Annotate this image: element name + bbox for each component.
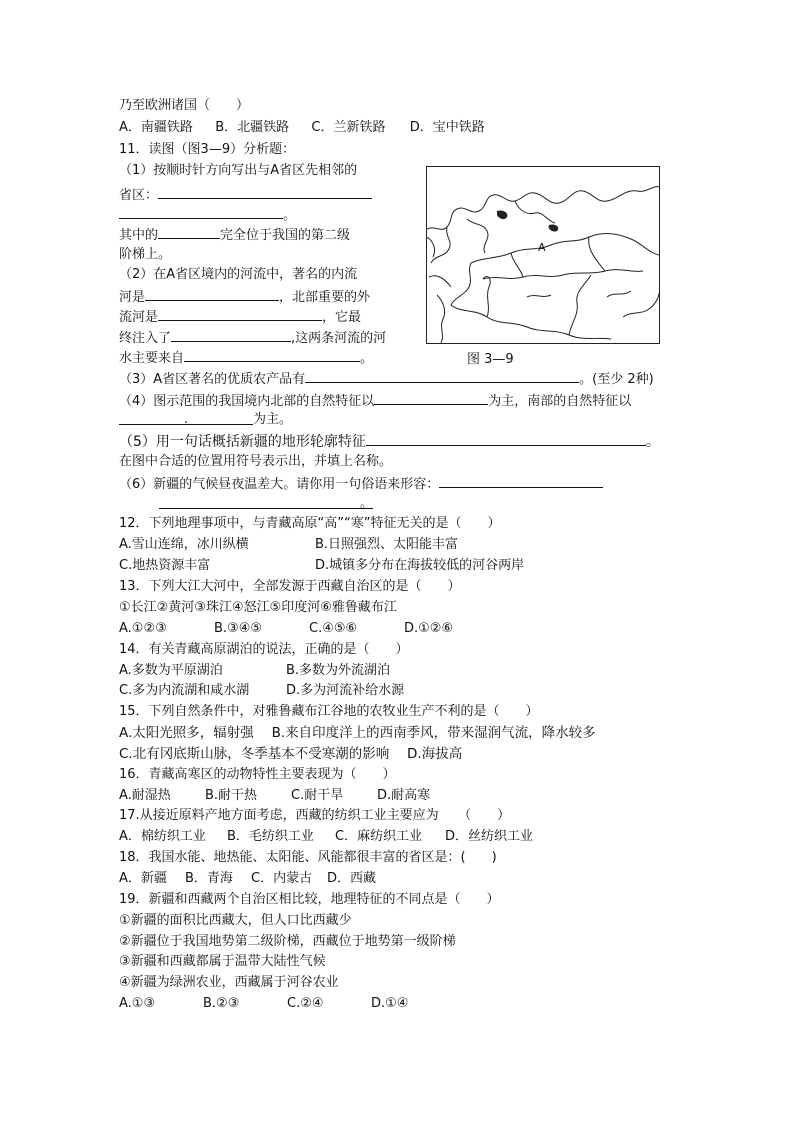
q10-option-b: B．北疆铁路 [215,120,290,135]
q14-option-b: B.多数为外流湖泊 [286,663,391,678]
q11-intro: 11．读图（图3—9）分析题： [119,142,296,157]
q19-option-b: B.②③ [203,996,240,1011]
q10-options [119,118,485,138]
q11-p2c [119,306,361,328]
q19-option-d: D.①④ [371,996,409,1011]
q11-p2e [119,347,373,369]
q17-option-c: C．麻纺织工业 [335,829,423,844]
q19-stem: 19．新疆和西藏两个自治区相比较，地理特征的不同点是（ ） [119,892,500,907]
q10-option-c: C．兰新铁路 [311,120,386,135]
q11-p1b-text: 省区： [119,188,159,203]
blank-water-source[interactable] [184,347,360,362]
q18-option-d: D．西藏 [327,871,377,886]
q10-option-a: A．南疆铁路 [119,120,193,135]
q19-statement-4: ④新疆为绿洲农业，西藏属于河谷农业 [119,975,339,990]
blank-ocean[interactable] [171,327,291,342]
q11-p5-pre: （5）用一句话概括新疆的地形轮廓特征 [119,434,366,450]
q19-statement-3: ③新疆和西藏都属于温带大陆性气候 [119,954,326,969]
q17-stem: 17.从接近原料产地方面考虑，西藏的纺织工业主要应为 （ ） [119,808,511,823]
q12-row2 [119,556,524,576]
blank-second-step[interactable] [158,224,220,239]
q11-p3-pre: （3）A省区著名的优质农产品有 [119,372,306,387]
q11-p6-text: （6）新疆的气候昼夜温差大。请你用一句俗语来形容： [119,477,440,492]
blank-saying-2[interactable] [159,494,373,509]
q12-option-c: C.地热资源丰富 [119,558,211,573]
q18-stem: 18．我国水能、地热能、太阳能、风能都很丰富的省区是：( ) [119,850,497,865]
map-caption: 图 3—9 [467,352,514,367]
q11-p6-end: 。 [359,496,373,511]
q11-p2b-pre: 河是 [119,290,146,305]
q11-p5b: 在图中合适的位置用符号表示出，并填上名称。 [119,454,393,469]
blank-neighbors-1[interactable] [158,184,372,199]
q11-p1e: 阶梯上。 [119,247,172,262]
blank-terrain-outline[interactable] [366,431,646,446]
q19-options [119,994,408,1014]
q13-option-a: A.①②③ [119,621,167,636]
q11-p3 [119,368,654,390]
q11-p5 [119,431,660,452]
q11-p1b [119,184,372,206]
q11-p2a: （2）在A省区境内的河流中，著名的内流 [119,267,358,282]
q17-option-a: A．棉纺织工业 [119,829,206,844]
q18-option-b: B．青海 [185,871,233,886]
q18-option-c: C．内蒙古 [251,871,313,886]
q11-p2c-post: ，它最 [322,310,362,325]
q11-p2b [119,286,370,308]
q18-option-a: A．新疆 [119,871,167,886]
q19-option-a: A.①③ [119,996,156,1011]
map-outline-drawing [427,167,659,343]
q11-p2d [119,327,386,349]
q11-p5-post: 。 [645,434,660,450]
q12-stem: 12．下列地理事项中，与青藏高原“高”“寒”特征无关的是（ ） [119,516,501,531]
blank-north-feature[interactable] [374,390,488,405]
q14-option-c: C.多为内流湖和咸水湖 [119,683,250,698]
blank-neighbors-2[interactable] [119,204,283,219]
q13-option-b: B.③④⑤ [214,621,263,636]
q17-option-d: D．丝纺织工业 [445,829,534,844]
q15-line1: A.太阳光照多，辐射强 B.来自印度洋上的西南季风，带来湿润气流，降水较多 [119,725,596,741]
q11-p2d-pre: 终注入了 [119,331,172,346]
q11-p6 [119,473,603,495]
q19-statement-1: ①新疆的面积比西藏大，但人口比西藏少 [119,913,352,928]
q11-p4-mid: 为主，南部的自然特征以 [488,394,632,409]
q14-stem: 14．有关青藏高原湖泊的说法，正确的是（ ） [119,642,409,657]
q10-option-d: D．宝中铁路 [409,120,485,135]
q13-option-c: C.④⑤⑥ [309,621,358,636]
q13-option-d: D.①②⑥ [404,621,454,636]
q12-option-b: B.日照强烈、太阳能丰富 [315,537,459,552]
q11-p2e-post: 。 [360,351,374,366]
q15-stem: 15．下列自然条件中，对雅鲁藏布江谷地的农牧业生产不利的是（ ） [119,704,539,719]
q11-p2e-pre: 水主要来自 [119,351,185,366]
blank-inland-river[interactable] [145,286,279,301]
q13-options [119,619,453,639]
map-figure-3-9 [426,166,660,344]
q13-list: ①长江②黄河③珠江④怒江⑤印度河⑥雅鲁藏布江 [119,600,397,615]
q19-option-c: C.②④ [287,996,324,1011]
q17-options [119,827,533,847]
q11-p1d-post: 完全位于我国的第二级 [220,228,351,243]
q11-p1d [119,224,350,246]
q16-option-d: D.耐高寒 [377,788,431,803]
q16-options [119,786,430,806]
q10-tail: 乃至欧洲诸国（ ） [119,98,250,113]
blank-outflow-river[interactable] [158,306,322,321]
blank-saying-1[interactable] [439,473,603,488]
q11-p1c [119,204,296,226]
q11-p4 [119,390,631,412]
q19-statement-2: ②新疆位于我国地势第二级阶梯，西藏位于地势第一级阶梯 [119,934,456,949]
map-label-a: A [538,241,546,254]
q11-p1a: （1）按顺时针方向写出与A省区先相邻的 [119,163,358,178]
q11-p1d-pre: 其中的 [119,228,159,243]
q18-options [119,869,376,889]
q11-p2b-post: ，北部重要的外 [279,290,371,305]
q16-stem: 16．青藏高寒区的动物特性主要表现为（ ） [119,767,396,782]
q15-line2: C.北有冈底斯山脉，冬季基本不受寒潮的影响 D.海拔高 [119,746,463,762]
blank-agri-products[interactable] [305,368,579,383]
q11-p4-dot: . [183,412,189,427]
q11-p2d-post: ,这两条河流的河 [291,331,387,346]
q16-option-a: A.耐湿热 [119,788,171,803]
q11-p4-end: 为主。 [253,412,293,427]
q11-p4-pre: （4）图示范围的我国境内北部的自然特征以 [119,394,375,409]
q11-p2c-pre: 流河是 [119,310,159,325]
q17-option-b: B．毛纺织工业 [227,829,314,844]
q12-option-a: A.雪山连绵，冰川纵横 [119,537,249,552]
q16-option-c: C.耐干旱 [291,788,344,803]
q11-p3-post: 。(至少 2种) [579,372,654,387]
q14-row1 [119,661,390,681]
q14-option-d: D.多为河流补给水源 [286,683,405,698]
q11-p1c-end: 。 [283,208,297,223]
q12-row1 [119,535,458,555]
q11-p6b [119,494,373,514]
q14-option-a: A.多数为平原湖泊 [119,663,223,678]
q13-stem: 13．下列大江大河中，全部发源于西藏自治区的是（ ） [119,579,461,594]
blank-south-feature[interactable] [119,410,253,425]
q12-option-d: D.城镇多分布在海拔较低的河谷两岸 [315,558,525,573]
q11-p4b [119,410,292,430]
q14-row2 [119,681,404,701]
q16-option-b: B.耐干热 [205,788,258,803]
